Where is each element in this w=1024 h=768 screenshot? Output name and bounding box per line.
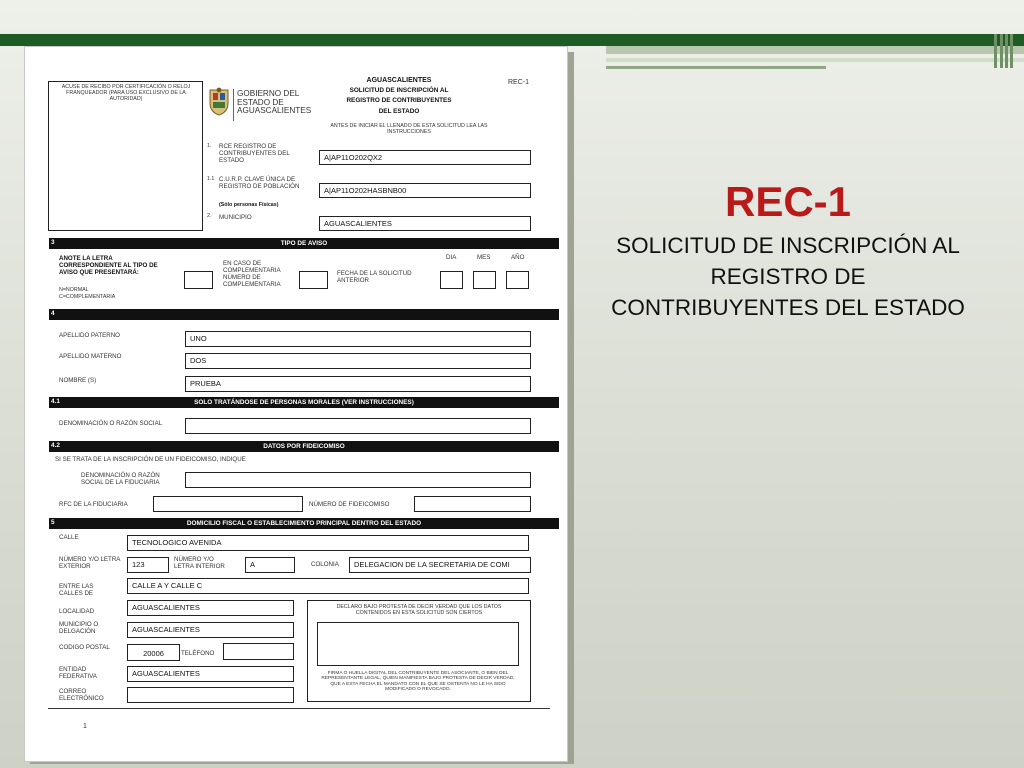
- complementaria-label: EN CASO DE COMPLEMENTARIA NÚMERO DE COMPLEMENTARIA: [223, 260, 281, 288]
- localidad-field[interactable]: AGUASCALIENTES: [127, 600, 294, 616]
- colonia-field[interactable]: DELEGACION DE LA SECRETARIA DE COMI: [349, 557, 531, 573]
- option-complementaria: C=COMPLEMENTARIA: [59, 294, 116, 300]
- section-5-title: DOMICILIO FISCAL O ESTABLECIMIENTO PRINCIPAL DENTRO DEL ESTADO: [186, 520, 422, 527]
- rfc-fiduciaria-label: RFC DE LA FIDUCIARIA: [59, 501, 128, 508]
- instructions-note: ANTES DE INICIAR EL LLENADO DE ESTA SOLICITUD LEA LAS INSTRUCCIONES: [330, 123, 488, 135]
- numero-fideicomiso-field[interactable]: [414, 496, 531, 512]
- razon-social-field[interactable]: [185, 418, 531, 434]
- declaration-text: DECLARO BAJO PROTESTA DE DECIR VERDAD QUE LOS DATOS CONTENIDOS EN ESTA SOLICITUD SON CIERTOS: [336, 604, 502, 616]
- field-1-1-number: 1.1: [207, 176, 215, 182]
- rce-label: RCE REGISTRO DE CONTRIBUYENTES DEL ESTADO: [219, 143, 290, 164]
- header-state: AGUASCALIENTES: [366, 77, 432, 84]
- apellido-materno-field[interactable]: DOS: [185, 353, 531, 369]
- num-interior-label: NÚMERO Y/O LETRA INTERIOR: [174, 556, 225, 570]
- entre-calles-label: ENTRE LAS CALLES DE: [59, 583, 94, 597]
- telefono-label: TELÉFONO: [181, 650, 215, 657]
- header-bar-light-2: [606, 58, 1024, 62]
- num-exterior-label: NÚMERO Y/O LETRA EXTERIOR: [59, 556, 121, 570]
- localidad-label: LOCALIDAD: [59, 608, 95, 615]
- curp-label: C.U.R.P. CLAVE ÚNICA DE REGISTRO DE POBLACIÓN: [219, 176, 300, 190]
- header-line-3: REGISTRO DE CONTRIBUYENTES: [346, 97, 452, 104]
- calle-label: CALLE: [59, 534, 79, 541]
- telefono-field[interactable]: [223, 643, 294, 660]
- nombre-label: NOMBRE (S): [59, 377, 97, 384]
- header-line-2: SOLICITUD DE INSCRIPCIÓN AL: [349, 87, 449, 94]
- dia-box[interactable]: [440, 271, 463, 289]
- coat-of-arms-icon: [207, 87, 231, 117]
- form-code: REC-1: [508, 79, 530, 86]
- nombre-field[interactable]: PRUEBA: [185, 376, 531, 392]
- gov-name: GOBIERNO DEL ESTADO DE AGUASCALIENTES: [237, 89, 312, 116]
- header-line-4: DEL ESTADO: [378, 108, 420, 115]
- field-2-number: 2.: [207, 213, 212, 219]
- header-bar: [0, 34, 1024, 46]
- section-3-number: 3: [51, 239, 55, 246]
- page-number: 1: [83, 723, 87, 730]
- municipio-delegacion-field[interactable]: AGUASCALIENTES: [127, 622, 294, 638]
- curp-note: (Sólo personas Físicas): [219, 202, 279, 208]
- apellido-paterno-field[interactable]: UNO: [185, 331, 531, 347]
- fiduciaria-razon-label: DENOMINACIÓN O RAZÓN SOCIAL DE LA FIDUCIARIA: [81, 472, 160, 486]
- codigo-postal-label: CODIGO POSTAL: [59, 644, 110, 651]
- form-document: [24, 46, 568, 762]
- slide-subtitle: SOLICITUD DE INSCRIPCIÓN AL REGISTRO DE CONTRIBUYENTES DEL ESTADO: [611, 233, 965, 321]
- footer-rule: [48, 708, 550, 709]
- municipio-field[interactable]: AGUASCALIENTES: [319, 216, 531, 231]
- rfc-fiduciaria-field[interactable]: [153, 496, 303, 512]
- section-4-1-number: 4.1: [51, 398, 60, 405]
- anio-box[interactable]: [506, 271, 529, 289]
- section-3-title: TIPO DE AVISO: [280, 240, 328, 247]
- codigo-postal-field[interactable]: 20006: [127, 644, 180, 661]
- municipio-delegacion-label: MUNICIPIO O DELGACIÓN: [59, 621, 99, 635]
- entidad-field[interactable]: AGUASCALIENTES: [127, 666, 294, 682]
- prev-date-label: FECHA DE LA SOLICITUD ANTERIOR: [337, 270, 412, 284]
- apellido-materno-label: APELLIDO MATERNO: [59, 353, 122, 360]
- municipio-label: MUNICIPIO: [219, 214, 252, 221]
- receipt-box-text: ACUSE DE RECIBO POR CERTIFICACIÓN O RELOJ FRANQUEADOR (PARA USO EXCLUSIVO DE LA AUTORIDAD): [61, 84, 191, 102]
- complementaria-number-box[interactable]: [299, 271, 328, 289]
- logo-divider: [233, 89, 234, 121]
- header-stripe: [1010, 34, 1013, 68]
- num-interior-field[interactable]: A: [245, 557, 295, 573]
- header-bar-line: [606, 66, 826, 69]
- header-stripe: [994, 34, 997, 68]
- section-4-bar: [49, 309, 559, 320]
- mes-label: MES: [477, 254, 491, 261]
- rce-field[interactable]: A|AP11O202QX2: [319, 150, 531, 165]
- signature-note: FIRMA O HUELLA DIGITAL DEL CONTRIBUYENTE DEL ASOCIANTE, O BIEN DEL REPRESENTANTE LEGAL, QUIEN MANIFIESTA BAJO PROTESTA DE DECIR VERDAD, QUE A ESTA FECHA EL MANDATO CON EL QUE SE OSTENTA NO LE HA SIDO MODIFICADO O REVOCADO.: [321, 671, 515, 693]
- header-stripe: [1000, 34, 1003, 68]
- razon-social-label: DENOMINACIÓN O RAZÓN SOCIAL: [59, 420, 163, 427]
- apellido-paterno-label: APELLIDO PATERNO: [59, 332, 120, 339]
- section-4-2-title: DATOS POR FIDEICOMISO: [263, 443, 345, 450]
- section-4-1-bar: [49, 397, 559, 408]
- section-4-2-number: 4.2: [51, 442, 60, 449]
- section-4-number: 4: [51, 310, 55, 317]
- section-4-2-bar: [49, 441, 559, 452]
- header-stripe: [1005, 34, 1008, 68]
- correo-field[interactable]: [127, 687, 294, 703]
- option-normal: N=NORMAL: [59, 287, 89, 293]
- tipo-aviso-instruction: ANOTE LA LETRA CORRESPONDIENTE AL TIPO DE AVISO QUE PRESENTARÁ:: [59, 255, 158, 276]
- section-3-bar: [49, 238, 559, 249]
- colonia-label: COLONIA: [311, 561, 339, 568]
- entre-calles-field[interactable]: CALLE A Y CALLE C: [127, 578, 529, 594]
- fideicomiso-note: SI SE TRATA DE LA INSCRIPCIÓN DE UN FIDEICOMISO, INDIQUE: [55, 456, 246, 463]
- field-1-number: 1.: [207, 143, 212, 149]
- signature-field[interactable]: [317, 622, 519, 666]
- calle-field[interactable]: TECNOLOGICO AVENIDA: [127, 535, 529, 551]
- mes-box[interactable]: [473, 271, 496, 289]
- correo-label: CORREO ELECTRÓNICO: [59, 688, 104, 702]
- entidad-label: ENTIDAD FEDERATIVA: [59, 666, 97, 680]
- section-5-number: 5: [51, 519, 55, 526]
- slide-title: REC-1: [724, 178, 852, 225]
- tipo-aviso-box[interactable]: [184, 271, 213, 289]
- num-exterior-field[interactable]: 123: [127, 557, 169, 573]
- numero-fideicomiso-label: NÚMERO DE FIDEICOMISO: [309, 501, 390, 508]
- header-bar-light: [606, 46, 1024, 54]
- curp-field[interactable]: A|AP11O202HASBNB00: [319, 183, 531, 198]
- fiduciaria-razon-field[interactable]: [185, 472, 531, 488]
- receipt-stamp-box: [48, 81, 203, 231]
- anio-label: AÑO: [511, 254, 525, 261]
- dia-label: DIA: [446, 254, 457, 261]
- section-5-bar: [49, 518, 559, 529]
- section-4-1-title: SOLO TRATÁNDOSE DE PERSONAS MORALES (VER INSTRUCCIONES): [194, 399, 414, 406]
